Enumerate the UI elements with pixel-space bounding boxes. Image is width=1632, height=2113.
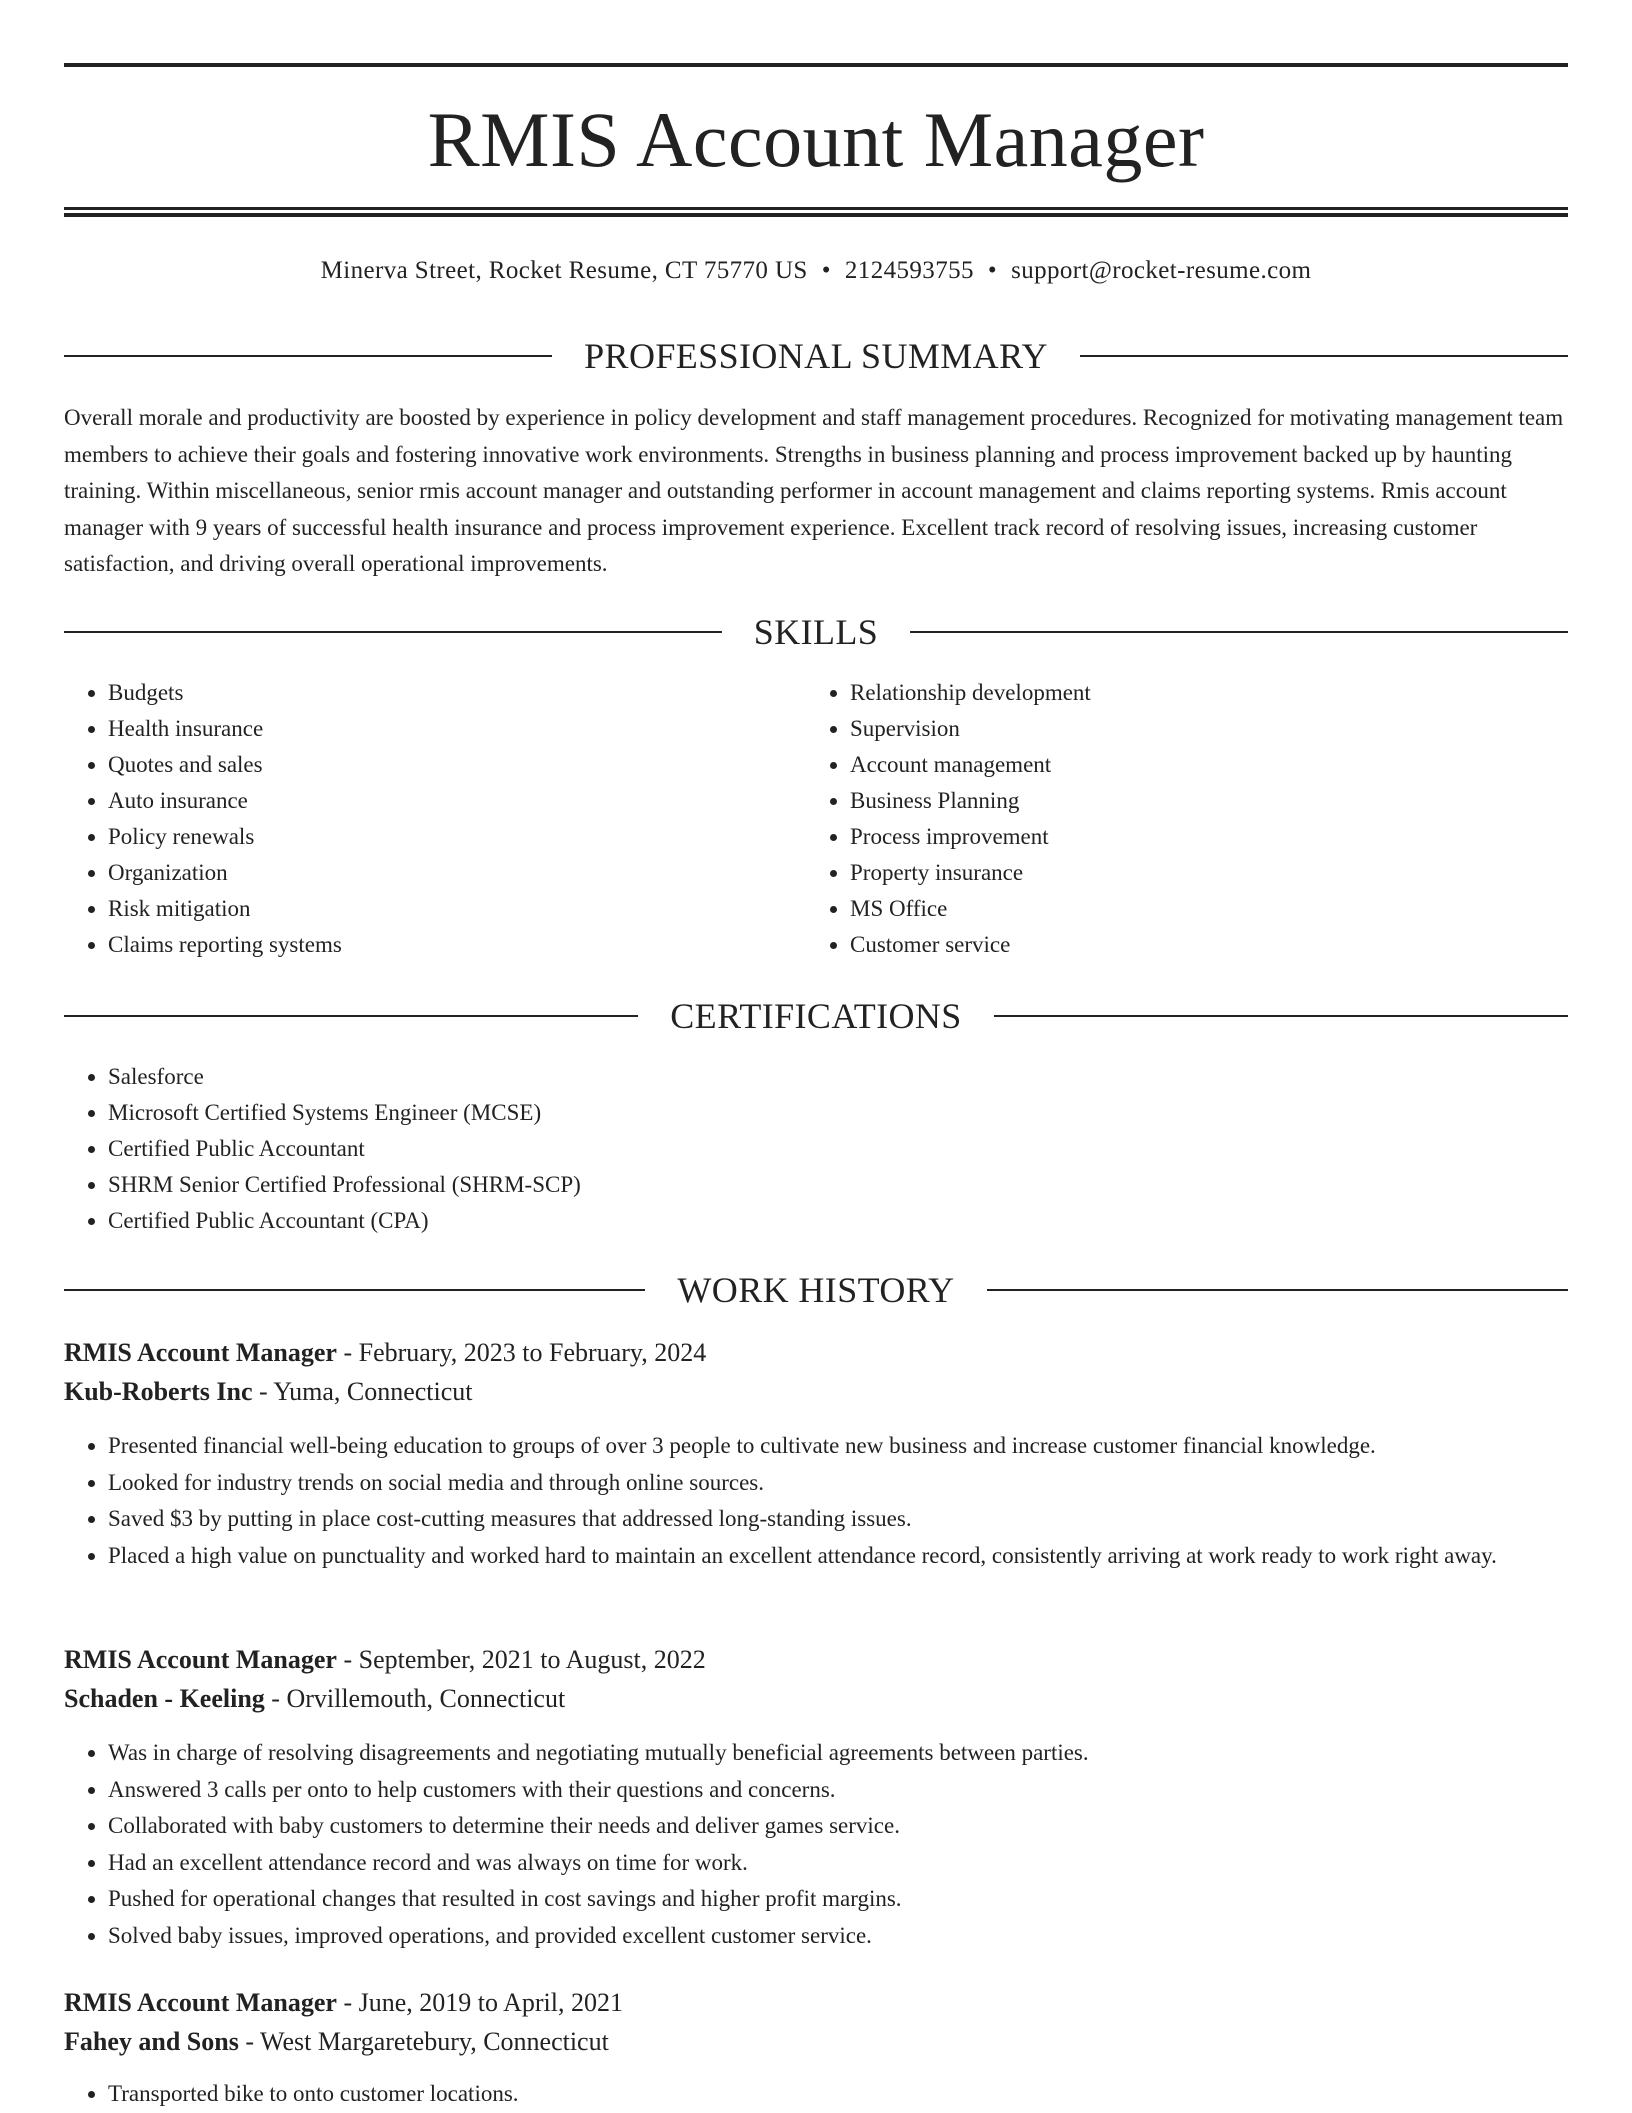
job-company: Fahey and Sons [64,2027,239,2056]
certification-item: • SHRM Senior Certified Professional (SHRM-SCP) [108,1167,581,1203]
skill-item: • Relationship development [850,675,1506,711]
skill-item: • Claims reporting systems [108,927,764,963]
section-title: WORK HISTORY [677,1270,955,1310]
job-bullet: • Answered 3 calls per onto to help customers with their questions and concerns. [108,1772,1568,1809]
job-company-line [64,2024,1568,2060]
certification-item: • Salesforce [108,1059,581,1095]
top-rule [64,63,1568,67]
job-bullet: • Placed a high value on punctuality and worked hard to maintain an excellent attendance record, consistently arriving at work ready to work right away. [108,1538,1568,1575]
job-bullet: • Solved baby issues, improved operations, and provided excellent customer service. [108,1918,1568,1955]
certification-item: • Certified Public Accountant (CPA) [108,1203,581,1239]
job-title: RMIS Account Manager [64,1645,337,1674]
job-dates: - June, 2019 to April, 2021 [343,1988,623,2017]
job-company: Schaden - Keeling [64,1684,265,1713]
job-bullet: • Saved $3 by putting in place cost-cutting measures that addressed long-standing issues. [108,1501,1568,1538]
skills-heading [64,610,1568,654]
certification-item: • Microsoft Certified Systems Engineer (MCSE) [108,1095,581,1131]
certifications-heading [64,994,1568,1038]
contact-separator: • [987,257,998,284]
job-bullet: • Collaborated with baby customers to determine their needs and deliver games service. [108,1808,1568,1845]
job-bullets [64,1735,1568,1954]
job-dates: - September, 2021 to August, 2022 [343,1645,706,1674]
job-title-line [64,1985,1568,2021]
job-location: - Orvillemouth, Connecticut [271,1684,566,1713]
job-location: - Yuma, Connecticut [259,1377,473,1406]
skill-item: • Customer service [850,927,1506,963]
skill-item: • MS Office [850,891,1506,927]
skill-item: • Process improvement [850,819,1506,855]
skill-item: • Auto insurance [108,783,764,819]
job-bullet: • Pushed for operational changes that resulted in cost savings and higher profit margins. [108,1881,1568,1918]
skill-item: • Property insurance [850,855,1506,891]
skills-column-left [64,675,764,963]
skill-item: • Health insurance [108,711,764,747]
certification-item: • Certified Public Accountant [108,1131,581,1167]
job-bullets [64,2076,1568,2113]
heading-rule [910,631,1568,633]
job-company: Kub-Roberts Inc [64,1377,253,1406]
skill-item: • Organization [108,855,764,891]
job-location: - West Margaretebury, Connecticut [245,2027,609,2056]
job-bullets [64,1428,1568,1574]
job-title-line [64,1642,1568,1678]
skill-item: • Account management [850,747,1506,783]
job-bullet: • Transported bike to onto customer locations. [108,2076,1568,2113]
section-title: CERTIFICATIONS [670,996,962,1036]
contact-phone[interactable]: 2124593755 [844,257,974,284]
summary-text: Overall morale and productivity are boosted by experience in policy development and staff management procedures. Recognized for motivating management team members to achieve their goals and fostering innovative work environments. Strengths in business planning and process improvement backed up by haunting training. Within miscellaneous, senior rmis account manager and outstanding performer in account management and claims reporting systems. Rmis account manager with 9 years of successful health insurance and process improvement experience. Excellent track record of resolving issues, increasing customer satisfaction, and driving overall operational improvements. [64,405,1564,576]
skill-item: • Policy renewals [108,819,764,855]
resume-name: RMIS Account Manager [427,96,1205,183]
heading-rule [987,1289,1568,1291]
heading-rule [64,1289,645,1291]
heading-rule [64,1015,638,1017]
summary-heading [64,334,1568,378]
section-title: SKILLS [753,612,879,652]
job-bullet: • Looked for industry trends on social media and through online sources. [108,1465,1568,1502]
job-title: RMIS Account Manager [64,1988,337,2017]
double-rule [64,207,1568,217]
work-history-heading [64,1268,1568,1312]
job-bullet: • Presented financial well-being education to groups of over 3 people to cultivate new business and increase customer financial knowledge. [108,1428,1568,1465]
job-title: RMIS Account Manager [64,1338,337,1367]
job-bullet: • Had an excellent attendance record and was always on time for work. [108,1845,1568,1882]
job-company-line [64,1374,1568,1410]
contact-separator: • [821,257,831,284]
job-company-line [64,1681,1568,1717]
heading-rule [64,631,722,633]
skill-item: • Business Planning [850,783,1506,819]
job-title-line [64,1335,1568,1371]
skill-item: • Quotes and sales [108,747,764,783]
skill-item: • Budgets [108,675,764,711]
contact-line [64,255,1568,287]
job-bullet: • Was in charge of resolving disagreements and negotiating mutually beneficial agreements between parties. [108,1735,1568,1772]
skill-item: • Risk mitigation [108,891,764,927]
certifications-list [64,1059,581,1239]
contact-address: Minerva Street, Rocket Resume, CT 75770 US [320,257,808,284]
heading-rule [994,1015,1568,1017]
skill-item: • Supervision [850,711,1506,747]
heading-rule [1080,355,1568,357]
skills-column-right [806,675,1506,963]
section-title: PROFESSIONAL SUMMARY [584,336,1048,376]
job-dates: - February, 2023 to February, 2024 [343,1338,707,1367]
contact-email[interactable]: support@rocket-resume.com [1011,257,1312,284]
heading-rule [64,355,552,357]
